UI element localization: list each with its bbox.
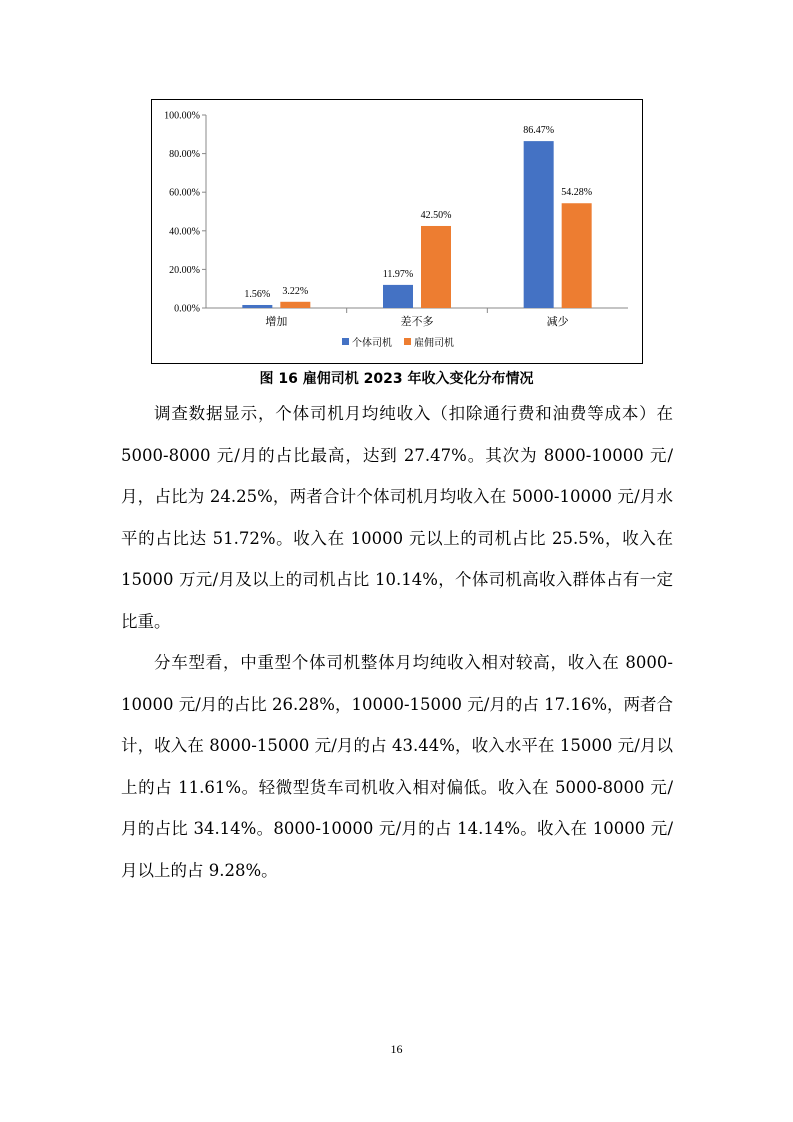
figure-caption: 图 16 雇佣司机 2023 年收入变化分布情况 bbox=[259, 371, 534, 387]
data-label: 54.28% bbox=[561, 187, 593, 199]
bar bbox=[383, 285, 413, 308]
y-tick-label: 60.00% bbox=[169, 187, 200, 199]
paragraph-2: 分车型看，中重型个体司机整体月均纯收入相对较高，收入在 8000-10000 元/月的占比 26.28%，10000-15000 元/月的占 17.16%，两者合计，收入在 8000-15000 元/月的占 43.44%，收入水平在 15000 元/月以上的占 11.61%。轻微型货车司机收入相对偏低。收入在 5000-8000 元/月的占比 34.14%。8000-10000 元/月的占 14.14%。收入在 10000 元/月以上的占 9.28%。 bbox=[121, 653, 673, 880]
bar-chart bbox=[151, 99, 643, 364]
bar bbox=[524, 141, 554, 308]
bar bbox=[280, 302, 310, 308]
bar bbox=[562, 203, 592, 308]
data-label: 1.56% bbox=[244, 288, 271, 300]
legend-label: 个体司机 bbox=[352, 338, 392, 349]
legend-swatch bbox=[404, 338, 411, 345]
bar bbox=[421, 226, 451, 308]
data-label: 42.50% bbox=[420, 209, 452, 221]
data-label: 3.22% bbox=[282, 285, 309, 297]
bar bbox=[242, 305, 272, 308]
y-tick-label: 80.00% bbox=[169, 149, 200, 161]
legend-swatch bbox=[342, 338, 349, 345]
paragraph-1: 调查数据显示，个体司机月均纯收入（扣除通行费和油费等成本）在 5000-8000 元/月的占比最高，达到 27.47%。其次为 8000-10000 元/月，占比为 24.25%，两者合计个体司机月均收入在 5000-10000 元/月水平的占比达 51.72%。收入在 10000 元以上的司机占比 25.5%，收入在 15000 万元/月及以上的司机占比 10.14%，个体司机高收入群体占有一定比重。 bbox=[121, 404, 673, 631]
page-number: 16 bbox=[390, 1042, 403, 1056]
y-tick-label: 100.00% bbox=[164, 110, 200, 122]
y-tick-label: 0.00% bbox=[174, 303, 200, 315]
x-tick-label: 减少 bbox=[546, 315, 569, 328]
data-label: 86.47% bbox=[523, 125, 555, 137]
y-tick-label: 40.00% bbox=[169, 226, 200, 238]
y-tick-label: 20.00% bbox=[169, 264, 200, 276]
legend-label: 雇佣司机 bbox=[414, 338, 454, 349]
data-label: 11.97% bbox=[382, 268, 414, 280]
x-tick-label: 增加 bbox=[265, 315, 288, 328]
chart-svg bbox=[152, 100, 644, 365]
x-tick-label: 差不多 bbox=[400, 315, 434, 328]
